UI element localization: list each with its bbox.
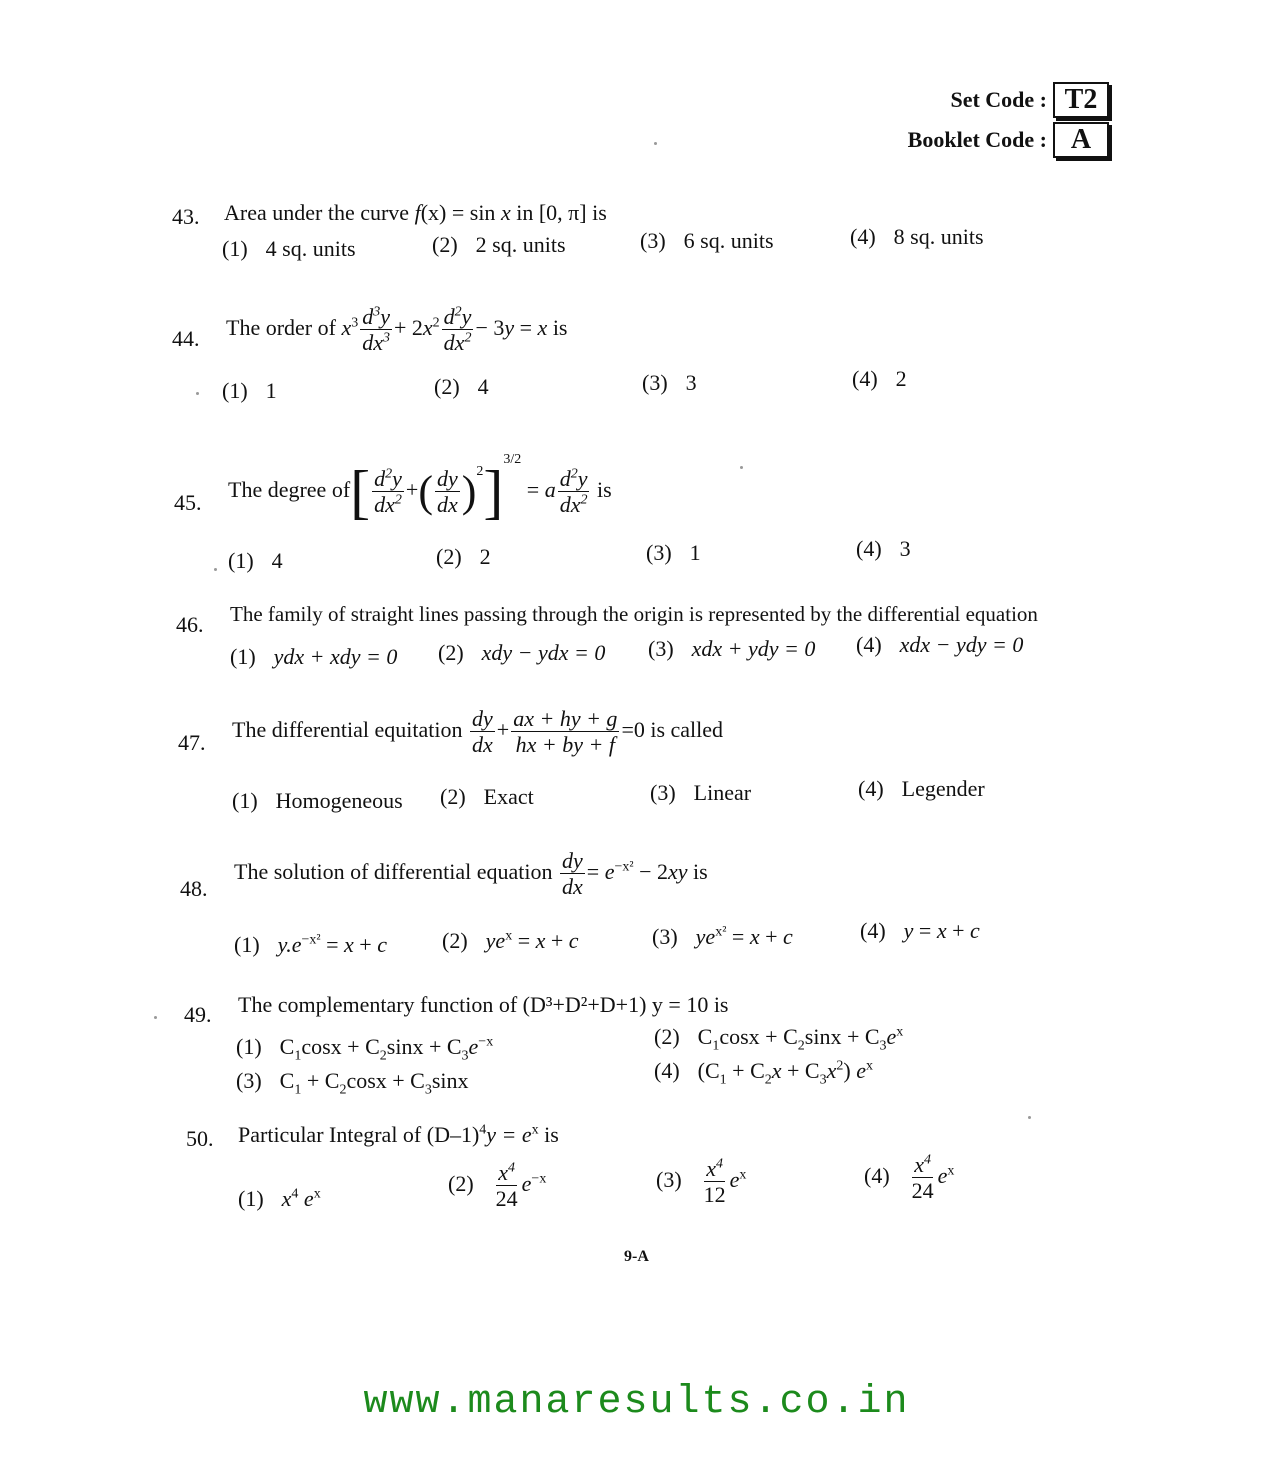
question-text: Particular Integral of $(D-1)^4y = e^x$ is	[238, 1122, 559, 1147]
question-number: 46.	[176, 612, 204, 637]
option-4[interactable]: (4) $(C_1 + C_2x + C_3x^2)$ $e^x$	[654, 1058, 873, 1088]
option-2[interactable]: (2) $ye^x = x + c$	[442, 928, 579, 953]
question-number: 45.	[174, 490, 202, 515]
fraction: $\frac{d^2y}{dx^2}$	[559, 466, 588, 518]
set-code-label: Set Code :	[950, 87, 1047, 112]
option-1[interactable]: (1) 1	[222, 378, 277, 403]
option-2[interactable]: (2) xdy − ydx = 0	[438, 640, 606, 665]
option-1[interactable]: (1) $x^4$ $e^x$	[238, 1186, 321, 1211]
question-text: The solution of differential equation $\frac{dy}{dx}$ = $e^{-x^2} - 2xy$ is	[234, 848, 708, 900]
fraction: $\frac{d^2y}{dx^2}$	[374, 466, 402, 518]
option-4[interactable]: (4) Legender	[858, 776, 985, 801]
code-block	[908, 82, 1109, 162]
question-number: 49.	[184, 1002, 212, 1027]
question-text: Area under the curve f(x) = sin x in [0, π] is	[224, 200, 607, 225]
fraction: $\frac{ax + hy + g}{hx + by + f}$	[513, 706, 618, 758]
fraction: $\frac{dy}{dx}$	[562, 848, 583, 900]
option-1[interactable]: (1) 4 sq. units	[222, 236, 356, 261]
question-number: 50.	[186, 1126, 214, 1151]
fraction: $\frac{dy}{dx}$	[436, 466, 458, 518]
option-4[interactable]: (4) xdx − ydy = 0	[856, 632, 1024, 657]
question-number: 47.	[178, 730, 206, 755]
scan-speck	[740, 466, 743, 469]
option-2[interactable]: (2) $C_1\cos x + C_2\sin x + C_3e^x$	[654, 1024, 904, 1054]
option-3[interactable]: (3) $ye^{x^2} = x + c$	[652, 924, 793, 949]
option-3[interactable]: (3) 3	[642, 370, 697, 395]
fraction: $\frac{d^3y}{dx^3}$	[362, 304, 390, 356]
option-2[interactable]: (2) 2	[436, 544, 491, 569]
booklet-code-value: A	[1053, 122, 1109, 158]
option-3[interactable]: (3) Linear	[650, 780, 752, 805]
option-3[interactable]: (3) xdx + ydy = 0	[648, 636, 816, 661]
option-1[interactable]: (1) ydx + xdy = 0	[230, 644, 398, 669]
question-text: The differential equitation $\frac{dy}{dx}$ + $\frac{ax + hy + g}{hx + by + f}$ =0 is called	[232, 706, 724, 758]
scan-speck	[654, 142, 657, 145]
booklet-code-row	[908, 122, 1109, 158]
question-text: The complementary function of (D³+D²+D+1) y = 10 is	[238, 992, 729, 1017]
option-4[interactable]: (4) 3	[856, 536, 911, 561]
option-3[interactable]: (3) $\frac{x^4}{12}$ $e^x$	[656, 1156, 747, 1208]
option-4[interactable]: (4) 2	[852, 366, 907, 391]
option-2[interactable]: (2) 2 sq. units	[432, 232, 566, 257]
question-number: 43.	[172, 204, 200, 229]
set-code-row	[908, 82, 1109, 118]
website-watermark[interactable]: www.manaresults.co.in	[363, 1380, 910, 1425]
option-2[interactable]: (2) $\frac{x^4}{24}$ $e^{-x}$	[448, 1160, 547, 1212]
option-2[interactable]: (2) Exact	[440, 784, 534, 809]
option-2[interactable]: (2) 4	[434, 374, 489, 399]
question-text: The degree of[ $\frac{d^2y}{dx^2}$ +( $\frac{dy}{dx}$ )$^2$]$^{3/2}$ = a $\frac{d^2y}{dx^2}$ is	[228, 452, 612, 525]
set-code-value: T2	[1053, 82, 1109, 118]
question-number: 48.	[180, 876, 208, 901]
fraction: $\frac{x^4}{12}$	[703, 1156, 726, 1208]
booklet-code-label: Booklet Code :	[907, 127, 1047, 152]
option-3[interactable]: (3) 1	[646, 540, 701, 565]
option-1[interactable]: (1) $C_1\cos x + C_2\sin x + C_3e^{-x}$	[236, 1034, 494, 1064]
question-number: 44.	[172, 326, 200, 351]
option-1[interactable]: (1) 4	[228, 548, 283, 573]
fraction: $\frac{d^2y}{dx^2}$	[443, 304, 472, 356]
option-3[interactable]: (3) $C_1 + C_2\cos x + C_3\sin x$	[236, 1068, 469, 1098]
question-text: The family of straight lines passing through the origin is represented by the differential equation	[230, 602, 1038, 626]
option-4[interactable]: (4) y = x + c	[860, 918, 980, 943]
scan-speck	[154, 1016, 157, 1019]
fraction: $\frac{x^4}{24}$	[495, 1160, 518, 1212]
question-text: The order of $x^3$ $\frac{d^3y}{dx^3}$ + $2x^2$ $\frac{d^2y}{dx^2}$ − 3y = x is	[226, 304, 568, 356]
scan-speck	[214, 568, 217, 571]
option-3[interactable]: (3) 6 sq. units	[640, 228, 774, 253]
scan-speck	[196, 392, 199, 395]
fraction: $\frac{x^4}{24}$	[911, 1152, 934, 1204]
option-4[interactable]: (4) 8 sq. units	[850, 224, 984, 249]
option-1[interactable]: (1) Homogeneous	[232, 788, 403, 813]
option-1[interactable]: (1) $y.e^{-x^2} = x + c$	[234, 932, 387, 957]
option-4[interactable]: (4) $\frac{x^4}{24}$ $e^x$	[864, 1152, 955, 1204]
scan-speck	[1028, 1116, 1031, 1119]
fraction: $\frac{dy}{dx}$	[472, 706, 493, 758]
page-number: 9-A	[624, 1248, 649, 1265]
